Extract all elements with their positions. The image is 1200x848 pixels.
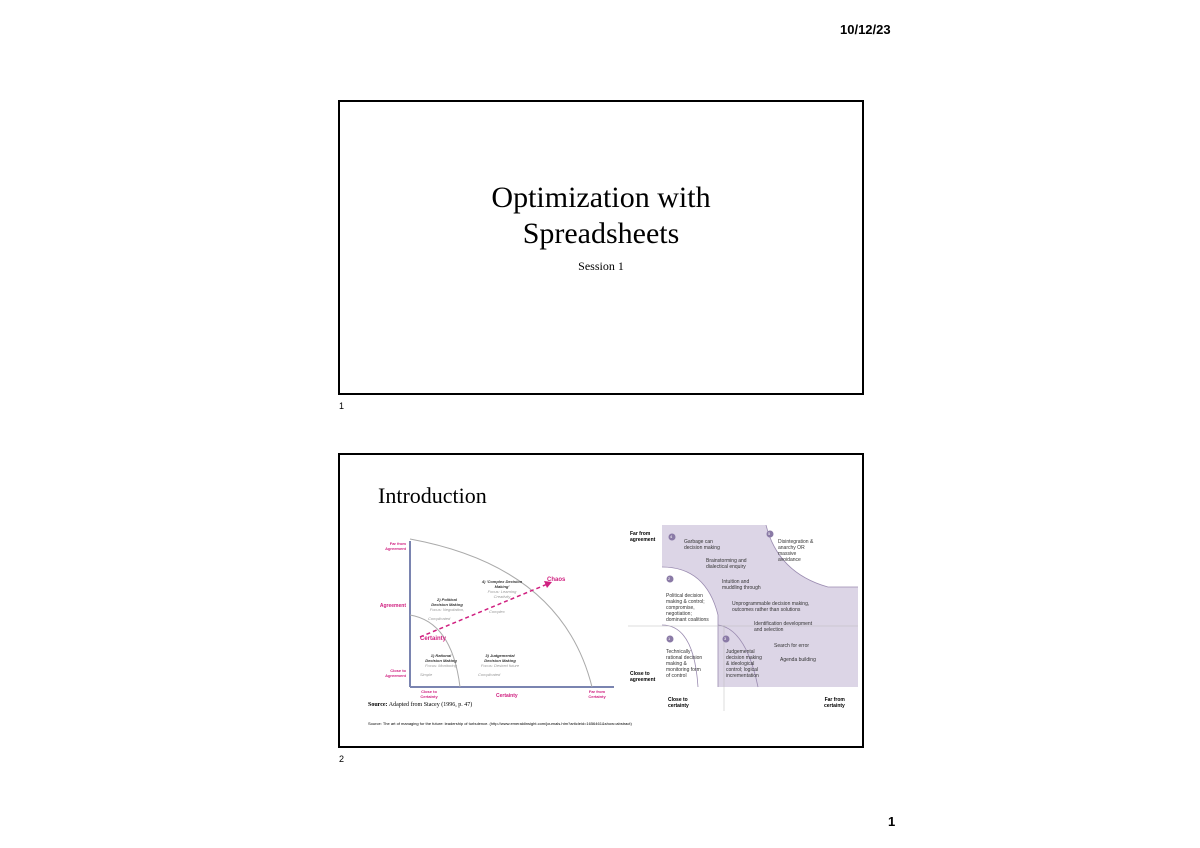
stacey-y-top-label: Far from Agreement <box>385 541 406 551</box>
slide-2-number: 2 <box>339 754 345 764</box>
stacey-matrix-figure <box>362 527 624 727</box>
slide-1 <box>338 100 864 395</box>
stacey-zone-3-tag: Complicated <box>478 672 501 677</box>
print-date: 10/12/23 <box>840 22 891 37</box>
slide-2-source: Source: The art of managing for the future: leadership of turbulence. (http://www.emeraldinsight.com/journals.htm?articleid=1656461&show=abstract) <box>368 721 632 726</box>
page-number: 1 <box>888 814 896 829</box>
quadrant-political: Political decision making & control; compromise, negotiation; dominant coalitions <box>666 593 709 623</box>
quadrant-identification: Identification development and selection <box>754 621 813 633</box>
quadrant-x-left-label: Close to certainty <box>668 697 689 709</box>
slide-1-number: 1 <box>339 401 345 411</box>
quadrant-badge-2: 2 <box>668 576 671 581</box>
stacey-zone-1-tag: Simple <box>420 672 433 677</box>
slide-1-title-line-2: Spreadsheets <box>522 217 680 250</box>
stacey-y-bottom-label: Close to Agreement <box>385 668 406 678</box>
quadrant-badge-1: 1 <box>668 636 671 641</box>
quadrant-brainstorming: Brainstorming and dialectical enquiry <box>706 558 747 570</box>
quadrant-badge-3: 3 <box>724 636 727 641</box>
quadrant-technically-rational: Technically rational decision making & monitoring form of control <box>666 649 703 679</box>
quadrant-badge-5: 5 <box>768 531 771 536</box>
quadrant-garbage-can: Garbage can decision making <box>684 539 720 551</box>
stacey-x-right-label: Far from Certainty <box>588 689 606 699</box>
stacey-zone-4: 4) 'Complex Decision Making' Focus: Learning Creativity <box>481 579 523 599</box>
slide-2-title: Introduction <box>378 483 487 508</box>
slide-1-title <box>340 180 862 252</box>
stacey-x-mid-label: Certainty <box>496 693 518 699</box>
stacey-zone-4-tag: Complex <box>489 609 505 614</box>
quadrant-badge-4: 4 <box>670 534 673 539</box>
quadrant-intuition: Intuition and muddling through <box>722 579 761 591</box>
quadrant-x-right-label: Far from certainty <box>824 697 845 709</box>
quadrant-judgemental: Judgemental decision making & ideological control; logical incrementation <box>726 649 762 679</box>
stacey-zone-2-tag: Complicated <box>428 616 451 621</box>
slide-1-title-line-1: Optimization with <box>491 181 711 214</box>
stacey-x-left-label: Close to Certainty <box>420 689 438 699</box>
quadrant-agenda-building: Agenda building <box>780 657 816 663</box>
stacey-zone-1: 1) Rational Decision Making Focus: Monitoring <box>425 653 457 668</box>
stacey-zone-2: 2) Political Decision Making Focus: Negotiation, <box>429 597 465 612</box>
quadrant-disintegration: Disintegration & anarchy OR massive avoidance <box>778 539 814 563</box>
quadrant-y-bottom-label: Close to agreement <box>630 671 656 683</box>
quadrant-search-for-error: Search for error <box>774 643 810 649</box>
decision-quadrant-graphic <box>628 525 858 715</box>
quadrant-unprogrammable: Unprogrammable decision making, outcomes rather than solutions <box>732 601 810 613</box>
slide-1-subtitle: Session 1 <box>578 259 624 273</box>
stacey-zone-3: 3) Judgemental Decision Making Focus: Desired future <box>480 653 520 668</box>
decision-quadrant-figure <box>628 525 858 715</box>
stacey-source: Source: Adapted from Stacey (1996, p. 47) <box>368 702 473 708</box>
slide-2 <box>338 453 864 748</box>
quadrant-y-top-label: Far from agreement <box>630 531 656 543</box>
stacey-y-mid-label: Agreement <box>379 603 406 609</box>
stacey-certainty-label: Certainty <box>420 636 447 642</box>
stacey-chaos-label: Chaos <box>547 577 566 583</box>
